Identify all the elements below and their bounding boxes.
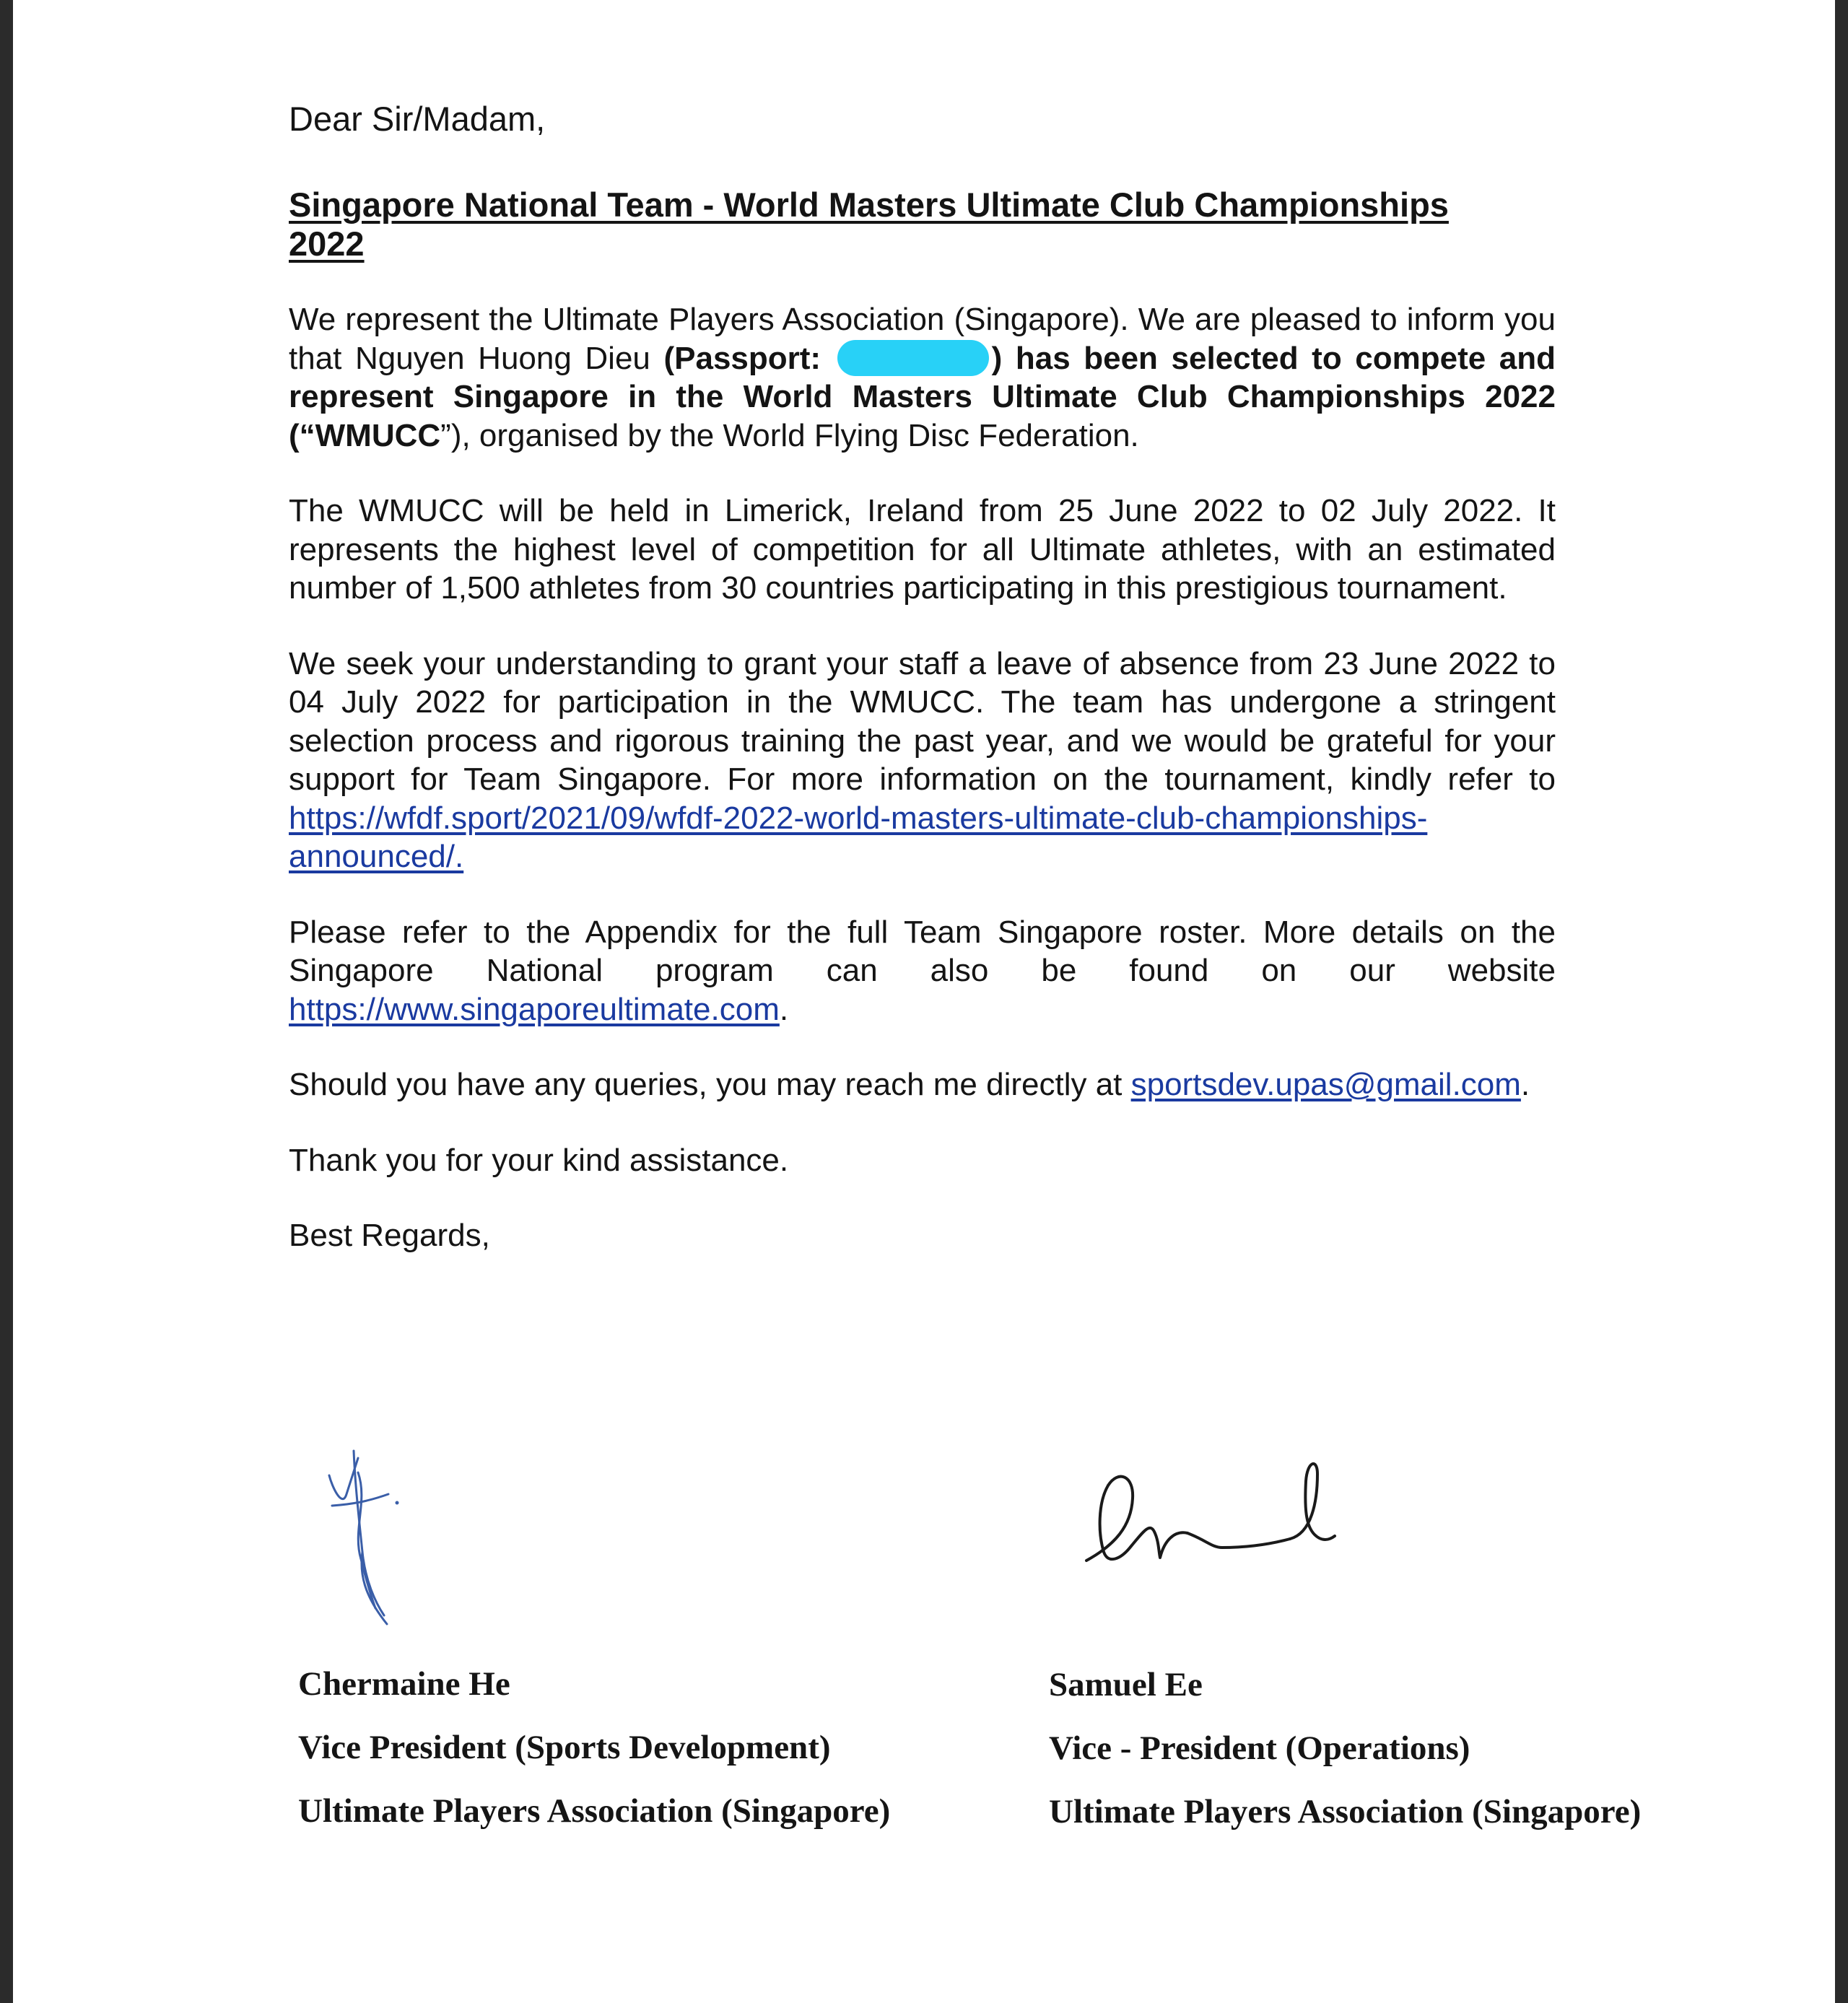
website-link[interactable]: https://www.singaporeultimate.com	[289, 991, 780, 1027]
paragraph-roster	[289, 913, 1556, 1029]
email-link[interactable]: sportsdev.upas@gmail.com	[1130, 1067, 1521, 1102]
signatory-2-name: Samuel Ee	[1049, 1666, 1203, 1703]
left-border	[0, 0, 13, 2003]
wmucc-abbreviation: WMUCC	[315, 417, 441, 453]
signatory-2-title: Vice - President (Operations)	[1049, 1729, 1470, 1767]
subject-line-1: Singapore National Team - World Masters Ultimate Club Championships	[289, 186, 1449, 224]
roster-text: Please refer to the Appendix for the full Team Singapore roster. More details on the Singapore National program can also be found on our website	[289, 914, 1556, 988]
signatory-1-org: Ultimate Players Association (Singapore)	[298, 1792, 891, 1830]
greeting: Dear Sir/Madam,	[289, 100, 546, 138]
intro-text-c: ”), organised by the World Flying Disc Federation.	[440, 417, 1139, 453]
closing: Best Regards,	[289, 1218, 490, 1253]
right-border	[1835, 0, 1848, 2003]
passport-redaction	[837, 340, 989, 376]
signature-chermaine-he	[318, 1444, 462, 1631]
roster-end: .	[779, 991, 789, 1027]
paragraph-intro	[289, 300, 1556, 455]
leave-text: We seek your understanding to grant your staff a leave of absence from 23 June 2022 to 04 July 2022 for participation in the WMUCC. The team has undergone a stringent selection process and rigorous training the past year, and we would be grateful for your support for Team Singapore. For more information on the tournament, kindly refer to	[289, 645, 1556, 797]
queries-text: Should you have any queries, you may reach me directly at	[289, 1067, 1131, 1102]
paragraph-leave-request	[289, 645, 1556, 876]
signature-samuel-ee	[1079, 1451, 1339, 1577]
passport-label: (Passport:	[663, 340, 821, 376]
paragraph-thanks: Thank you for your kind assistance.	[289, 1142, 789, 1178]
queries-end: .	[1520, 1067, 1530, 1102]
paragraph-queries	[289, 1065, 1556, 1104]
intro-text-a: We represent the Ultimate Players Association (Singapore). We are pleased to inform you that Nguyen Huong Dieu	[289, 302, 1556, 376]
subject-line-2: 2022	[289, 224, 365, 263]
intro-text-b: ) has been selected to compete and represent Singapore in the World Masters Ultimate Club Championships 2022 (“	[289, 340, 1556, 453]
wfdf-link[interactable]: https://wfdf.sport/2021/09/wfdf-2022-world-masters-ultimate-club-championships-announced/.	[289, 800, 1428, 874]
signatory-1	[298, 1652, 890, 1843]
signatory-1-title: Vice President (Sports Development)	[298, 1729, 831, 1766]
signatory-2-org: Ultimate Players Association (Singapore)	[1049, 1793, 1642, 1830]
signatory-2	[1049, 1653, 1641, 1843]
paragraph-event: The WMUCC will be held in Limerick, Ireland from 25 June 2022 to 02 July 2022. It represents the highest level of competition for all Ultimate athletes, with an estimated number of 1,500 athletes from 30 countries participating in this prestigious tournament.	[289, 493, 1556, 606]
subject-heading	[289, 186, 1556, 263]
letter-body	[289, 87, 1556, 1255]
signatory-1-name: Chermaine He	[298, 1665, 510, 1703]
